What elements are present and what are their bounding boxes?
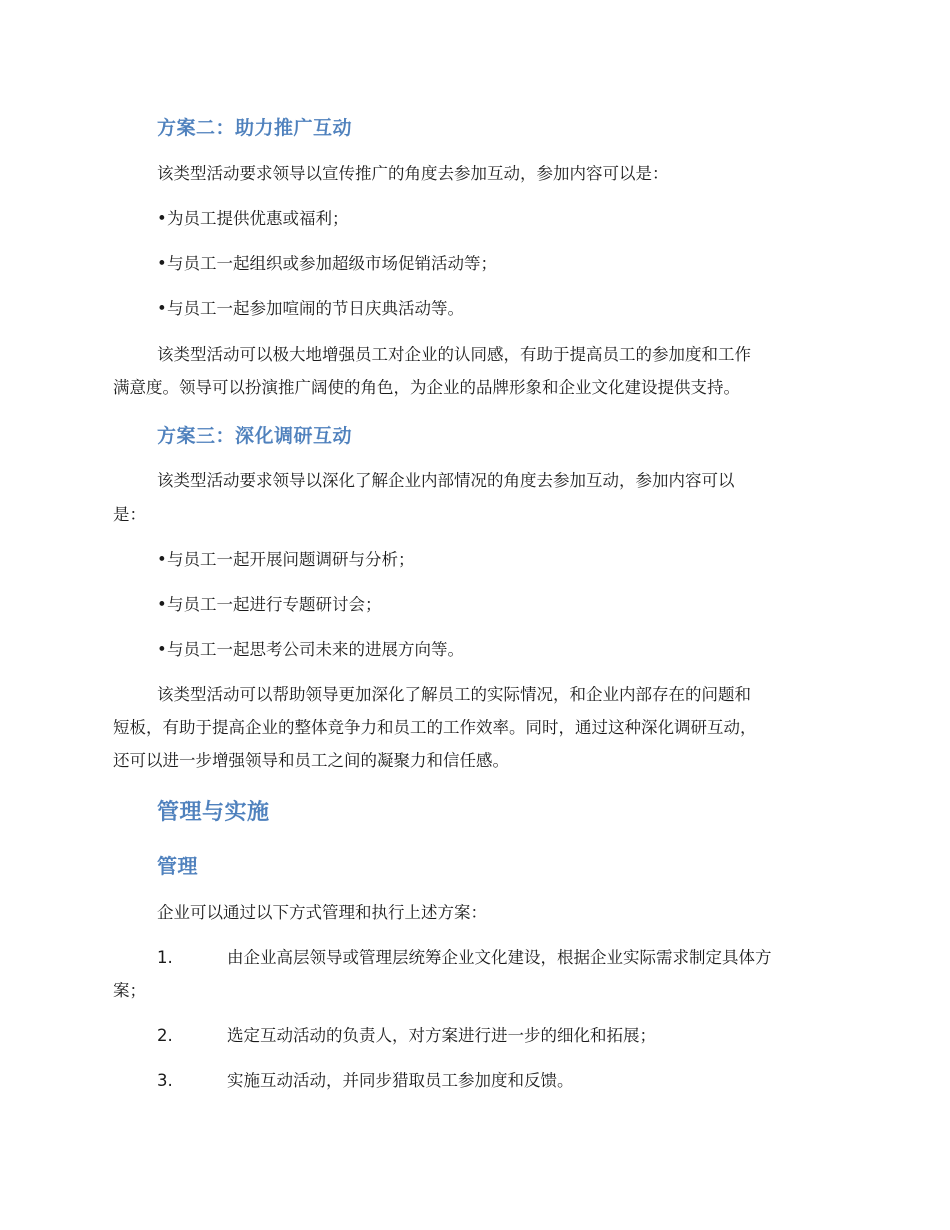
list-number: 1. [157,948,173,967]
plan-two-summary-line: 该类型活动可以极大地增强员工对企业的认同感，有助于提高员工的参加度和工作 [157,345,751,364]
list-number: 3. [157,1071,173,1090]
list-item-text: 由企业高层领导或管理层统筹企业文化建设，根据企业实际需求制定具体方 [227,948,772,967]
list-item: •与员工一起参加喧闹的节日庆典活动等。 [157,299,464,318]
list-item-text-cont: 案； [113,981,146,1000]
list-item: •与员工一起进行专题研讨会； [157,595,382,614]
subheading-management: 管理 [157,854,198,878]
list-item: •为员工提供优惠或福利； [157,209,349,228]
section-heading-plan-three: 方案三：深化调研互动 [157,425,353,447]
plan-two-summary-line: 满意度。领导可以扮演推广阔使的角色，为企业的品牌形象和企业文化建设提供支持。 [113,378,740,397]
plan-three-intro: 该类型活动要求领导以深化了解企业内部情况的角度去参加互动，参加内容可以 [157,471,735,490]
plan-three-intro-cont: 是： [113,505,146,524]
section-heading-management: 管理与实施 [157,800,270,825]
section-heading-plan-two: 方案二：助力推广互动 [157,117,353,139]
management-intro: 企业可以通过以下方式管理和执行上述方案： [157,903,487,922]
list-item: •与员工一起组织或参加超级市场促销活动等； [157,254,497,273]
plan-three-summary-line: 该类型活动可以帮助领导更加深化了解员工的实际情况，和企业内部存在的问题和 [157,685,751,704]
list-number: 2. [157,1026,173,1045]
plan-two-intro: 该类型活动要求领导以宣传推广的角度去参加互动，参加内容可以是： [157,164,669,183]
list-item-text: 实施互动活动，并同步猎取员工参加度和反馈。 [227,1071,574,1090]
list-item: •与员工一起开展问题调研与分析； [157,550,415,569]
plan-three-summary-line: 短板，有助于提高企业的整体竞争力和员工的工作效率。同时，通过这种深化调研互动， [113,718,757,737]
plan-three-summary-line: 还可以进一步增强领导和员工之间的凝聚力和信任感。 [113,751,509,770]
list-item-text: 选定互动活动的负责人，对方案进行进一步的细化和拓展； [227,1026,656,1045]
list-item: •与员工一起思考公司未来的进展方向等。 [157,640,464,659]
